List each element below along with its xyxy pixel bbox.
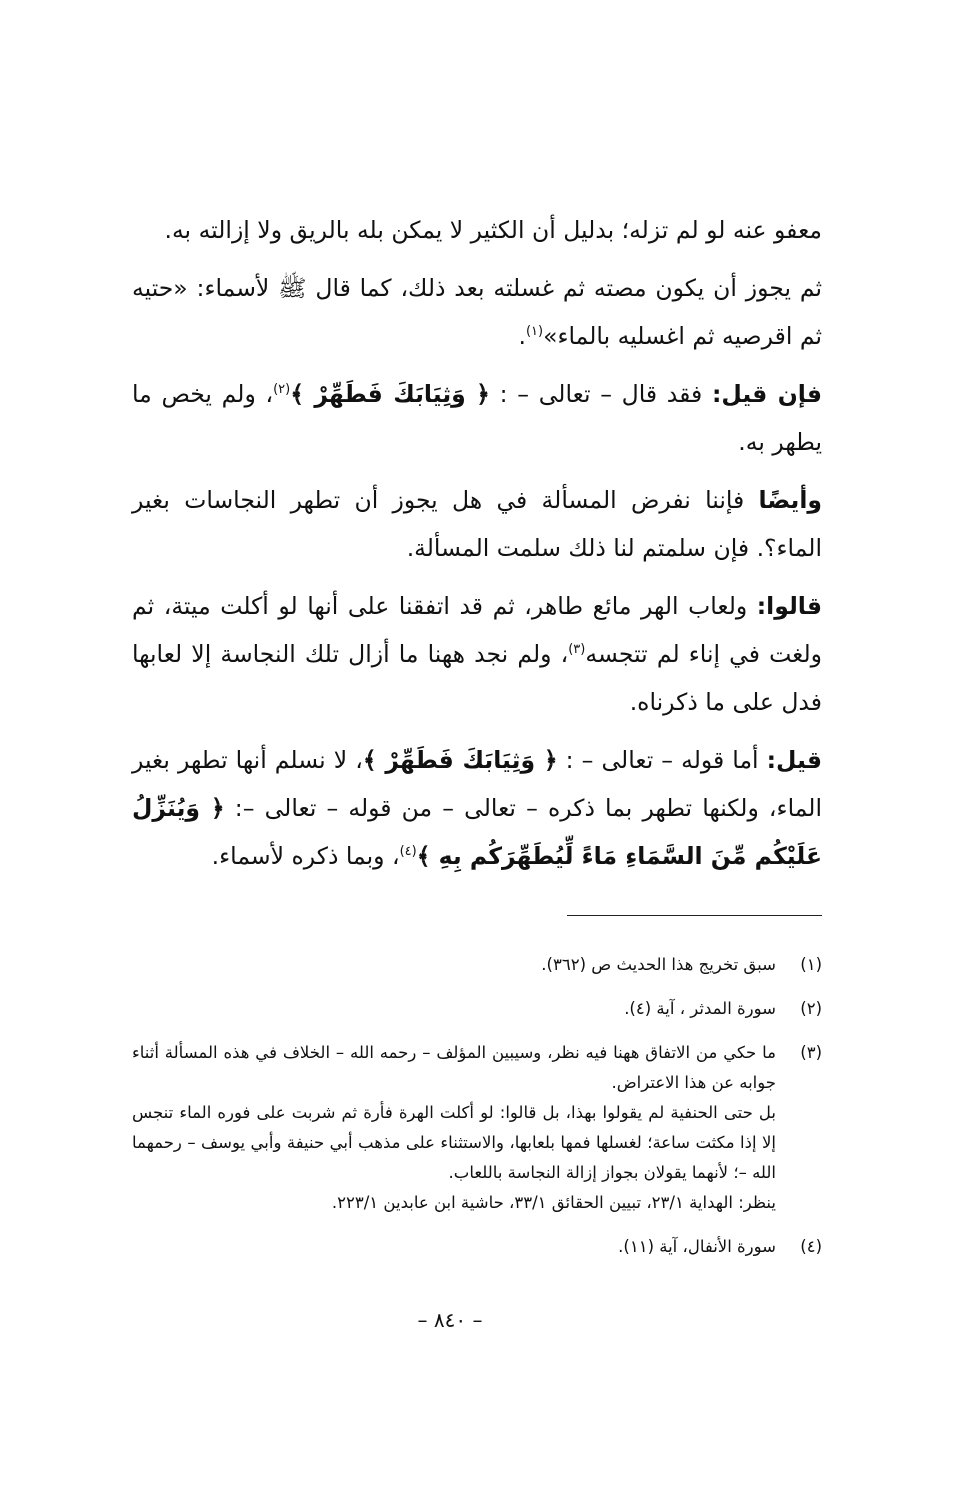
quran-verse-3: ﴿ وَيُنَزِّلُ عَلَيْكُم مِّنَ السَّمَاءِ مَاءً لِّيُطَهِّرَكُم بِهِ ﴾: [132, 794, 822, 870]
paragraph-3-after: ، ولم يخص ما يطهر به.: [132, 380, 822, 456]
footnote-2: [132, 994, 822, 1024]
footnote-line: سورة الأنفال، آية (١١).: [618, 1237, 776, 1256]
footnote-text: [132, 950, 776, 980]
paragraph-6: [132, 736, 822, 880]
paragraph-5-after: ، ولم نجد ههنا ما أزال تلك النجاسة إلا لعابها فدل على ما ذكرناه.: [132, 640, 822, 716]
paragraph-2-text: ثم يجوز أن يكون مصته ثم غسلته بعد ذلك، كما قال ﷺ لأسماء: «حتيه ثم اقرصيه ثم اغسليه بالماء»: [132, 274, 822, 350]
footnote-text: [132, 994, 776, 1024]
footnote-3: [132, 1038, 822, 1218]
footnote-line: ما حكي من الاتفاق ههنا فيه نظر، وسيبين المؤلف – رحمه الله – الخلاف في هذه المسألة أثناء جوابه عن هذا الاعتراض.: [132, 1043, 776, 1092]
main-text: [132, 206, 822, 890]
footnote-1: [132, 950, 822, 980]
paragraph-4-text: فإننا نفرض المسألة في هل يجوز أن تطهر النجاسات بغير الماء؟. فإن سلمتم لنا ذلك سلمت المسألة.: [132, 486, 822, 562]
paragraph-5: [132, 582, 822, 726]
paragraph-6-after: ، وبما ذكره لأسماء.: [211, 842, 400, 870]
footnotes: [132, 950, 822, 1276]
footnote-ref-1: (١): [525, 324, 544, 340]
paragraph-1: [132, 206, 822, 254]
paragraph-1-text: معفو عنه لو لم تزله؛ بدليل أن الكثير لا يمكن بله بالريق ولا إزالته به.: [164, 216, 822, 244]
footnote-line: ينظر: الهداية ٢٣/١، تبيين الحقائق ٣٣/١، حاشية ابن عابدين ٢٢٣/١.: [331, 1193, 776, 1212]
footnote-number: (٣): [800, 1043, 822, 1062]
footnote-line: سبق تخريج هذا الحديث ص (٣٦٢).: [541, 955, 776, 974]
footnote-line: سورة المدثر ، آية (٤).: [624, 999, 776, 1018]
quran-verse-2: ﴿ وَثِيَابَكَ فَطَهِّرْ ﴾: [362, 746, 558, 774]
paragraph-3-before: فقد قال – تعالى – :: [489, 380, 712, 408]
footnote-number: (٢): [800, 999, 822, 1018]
footnote-4: [132, 1232, 822, 1262]
paragraph-4-lead: وأيضًا: [758, 486, 822, 514]
footnote-text: [132, 1232, 776, 1262]
footnote-ref-3: (٣): [568, 642, 586, 658]
paragraph-6-middle: ، لا نسلم أنها تطهر بغير الماء، ولكنها تطهر بما ذكره – تعالى – من قوله – تعالى –:: [132, 746, 822, 822]
footnote-ref-4: (٤): [399, 844, 417, 860]
paragraph-3: [132, 370, 822, 466]
footnote-line: بل حتى الحنفية لم يقولوا بهذا، بل قالوا: لو أكلت الهرة فأرة ثم شربت على فوره الماء تنجس إلا إذا مكثت ساعة؛ لغسلها فمها بلعابها، والاستثناء على مذهب أبي حنيفة وأبي يوسف – رحمهما الله –؛ لأنهما يقولان بجواز إزالة النجاسة باللعاب.: [132, 1103, 776, 1182]
page-number: – ٨٤٠ –: [417, 1308, 483, 1332]
footnote-separator: [567, 915, 822, 916]
paragraph-3-lead: فإن قيل:: [711, 380, 822, 408]
paragraph-2: [132, 264, 822, 360]
paragraph-5-before: ولعاب الهر مائع طاهر، ثم قد اتفقنا على أنها لو أكلت ميتة، ثم ولغت في إناء لم تتجسه: [132, 592, 823, 668]
footnote-text: [132, 1038, 776, 1218]
paragraph-4: [132, 476, 822, 572]
paragraph-6-before: أما قوله – تعالى – :: [557, 746, 767, 774]
paragraph-2-end: .: [518, 322, 526, 350]
paragraph-5-lead: قالوا:: [756, 592, 822, 620]
quran-verse-1: ﴿ وَثِيَابَكَ فَطَهِّرْ ﴾: [290, 380, 490, 408]
footnote-ref-2: (٢): [273, 382, 291, 398]
footnote-number: (١): [800, 955, 822, 974]
paragraph-6-lead: قيل:: [766, 746, 822, 774]
footnote-number: (٤): [800, 1237, 822, 1256]
